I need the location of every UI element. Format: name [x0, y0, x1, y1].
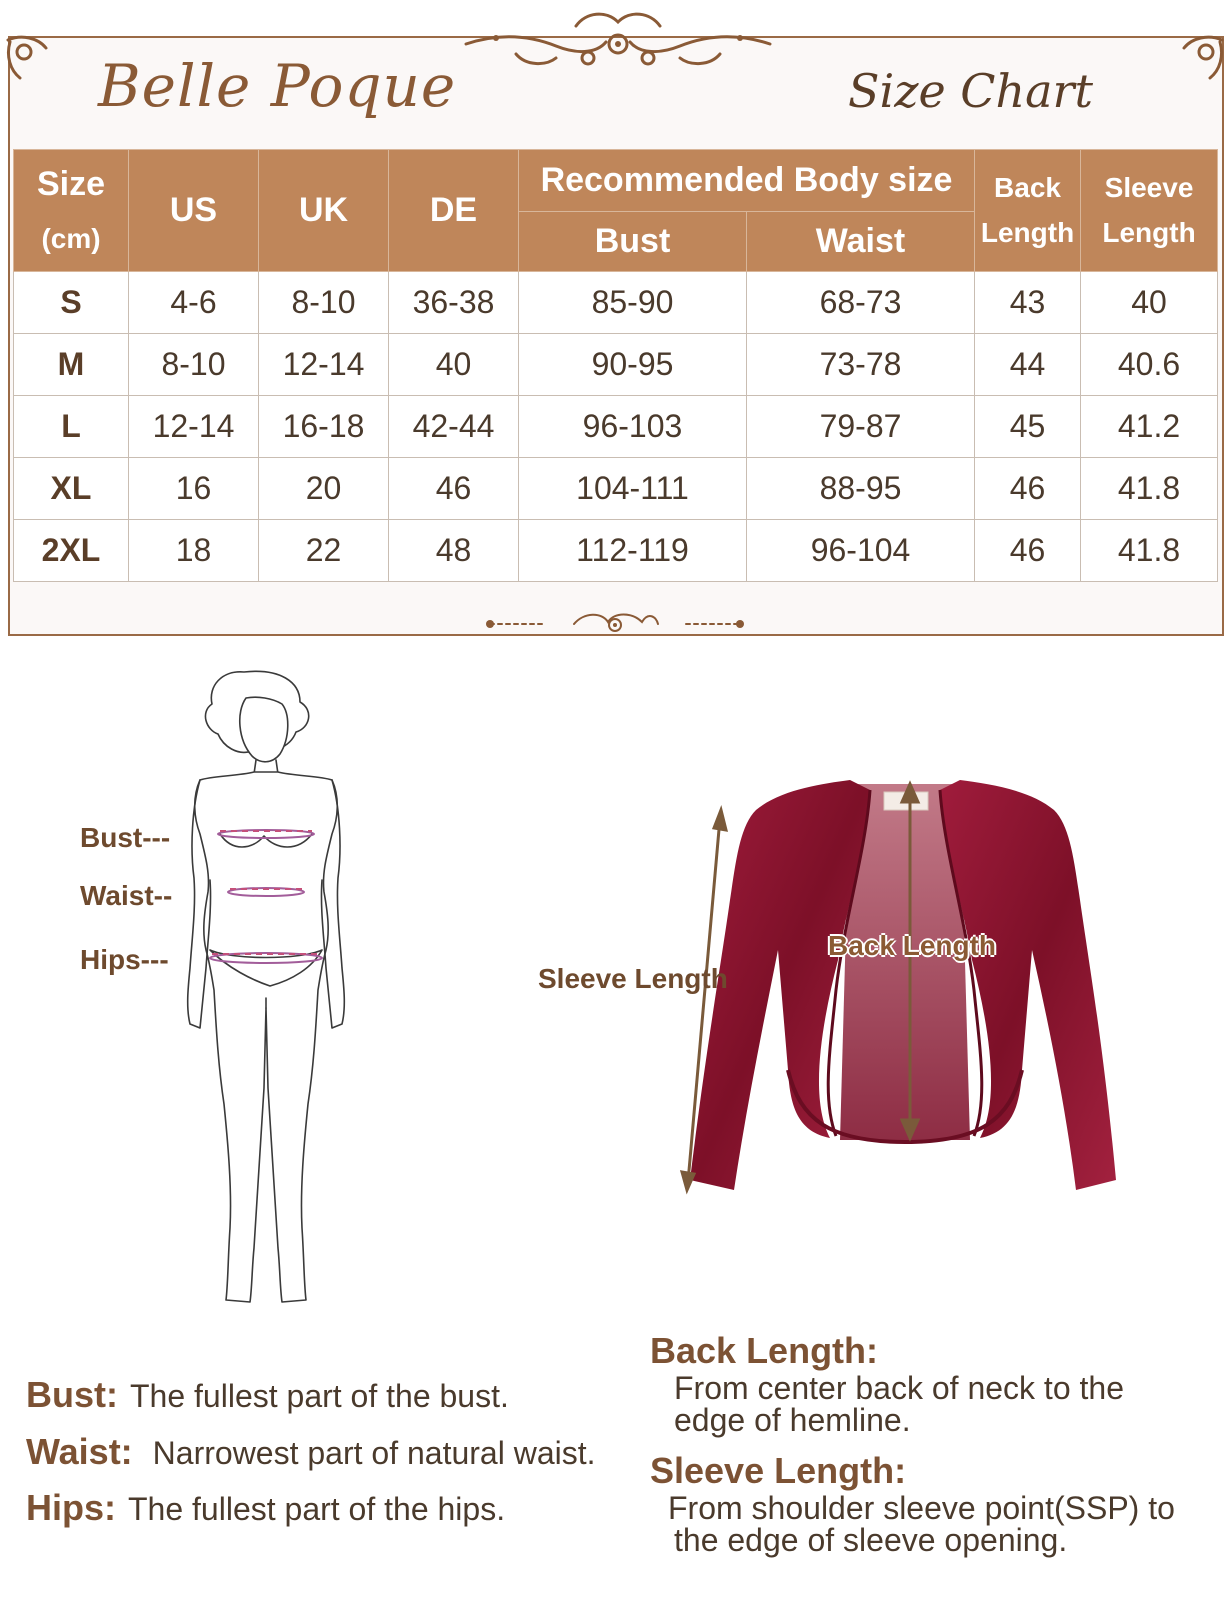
header-size: [14, 150, 129, 272]
cell-us: 4-6: [129, 272, 259, 334]
table-row: [14, 334, 1218, 396]
cell-us: 12-14: [129, 396, 259, 458]
cell-back-length: 46: [975, 458, 1081, 520]
cell-us: 16: [129, 458, 259, 520]
header-bust: Bust: [519, 212, 747, 272]
header-sleeve-length-line1: Sleeve: [1104, 171, 1194, 203]
header-back-length: [975, 150, 1081, 272]
cell-back-length: 43: [975, 272, 1081, 334]
table-row: [14, 520, 1218, 582]
brand-logo-text: Belle Poque: [98, 52, 457, 120]
cell-waist: 88-95: [747, 458, 975, 520]
back-length-definition: [650, 1330, 1210, 1436]
header-back-length-line2: Length: [980, 216, 1075, 248]
cell-size: S: [14, 272, 129, 334]
cell-size: L: [14, 396, 129, 458]
cell-waist: 96-104: [747, 520, 975, 582]
cell-waist: 73-78: [747, 334, 975, 396]
bust-definition: [26, 1374, 509, 1416]
sleeve-length-definition: [650, 1450, 1210, 1556]
cell-bust: 104-111: [519, 458, 747, 520]
header-sleeve-length: [1081, 150, 1218, 272]
back-length-text-line2: edge of hemline.: [674, 1402, 911, 1438]
velvet-bolero-jacket-image: [670, 770, 1140, 1210]
hips-figure-label: Hips---: [80, 944, 169, 975]
cell-uk: 22: [259, 520, 389, 582]
back-length-figure-label: Back Length: [828, 930, 997, 961]
cell-bust: 96-103: [519, 396, 747, 458]
table-row: [14, 272, 1218, 334]
cell-waist: 68-73: [747, 272, 975, 334]
back-length-term: Back Length:: [650, 1330, 879, 1371]
header-size-label: Size: [36, 164, 106, 203]
cell-back-length: 46: [975, 520, 1081, 582]
bust-figure-label: Bust---: [80, 822, 171, 853]
cell-de: 42-44: [389, 396, 519, 458]
header-recommended-body-size: Recommended Body size: [519, 150, 975, 212]
header-waist: Waist: [747, 212, 975, 272]
header-uk: UK: [259, 150, 389, 272]
cell-de: 46: [389, 458, 519, 520]
cell-de: 36-38: [389, 272, 519, 334]
cell-back-length: 45: [975, 396, 1081, 458]
cell-size: M: [14, 334, 129, 396]
cell-sleeve-length: 41.8: [1081, 520, 1218, 582]
cell-size: XL: [14, 458, 129, 520]
table-row: [14, 396, 1218, 458]
body-measurement-figure: [172, 668, 362, 1318]
cell-de: 40: [389, 334, 519, 396]
header-size-unit: (cm): [41, 222, 101, 254]
sleeve-length-term: Sleeve Length:: [650, 1450, 907, 1491]
bust-term: Bust:: [26, 1374, 118, 1415]
sleeve-length-figure-label: Sleeve Length: [538, 963, 728, 994]
corner-flourish-right: [1172, 30, 1228, 86]
size-table: [13, 149, 1218, 582]
table-row: [14, 458, 1218, 520]
cell-sleeve-length: 41.8: [1081, 458, 1218, 520]
hips-term: Hips:: [26, 1487, 116, 1528]
cell-uk: 8-10: [259, 272, 389, 334]
cell-bust: 90-95: [519, 334, 747, 396]
waist-definition: [26, 1431, 596, 1473]
waist-text: Narrowest part of natural waist.: [152, 1435, 596, 1471]
cell-uk: 12-14: [259, 334, 389, 396]
cell-sleeve-length: 41.2: [1081, 396, 1218, 458]
page-title: Size Chart: [848, 64, 1094, 118]
cell-bust: 85-90: [519, 272, 747, 334]
corner-flourish-left: [2, 30, 58, 86]
cell-sleeve-length: 40: [1081, 272, 1218, 334]
sleeve-length-text-line1: From shoulder sleeve point(SSP) to: [668, 1490, 1175, 1526]
cell-us: 8-10: [129, 334, 259, 396]
cell-us: 18: [129, 520, 259, 582]
back-length-text-line1: From center back of neck to the: [674, 1370, 1124, 1406]
top-flourish-ornament: [456, 4, 780, 76]
cell-bust: 112-119: [519, 520, 747, 582]
hips-text: The fullest part of the hips.: [128, 1491, 506, 1527]
header-de: DE: [389, 150, 519, 272]
bust-text: The fullest part of the bust.: [130, 1378, 509, 1414]
cell-back-length: 44: [975, 334, 1081, 396]
cell-sleeve-length: 40.6: [1081, 334, 1218, 396]
cell-uk: 16-18: [259, 396, 389, 458]
header-back-length-line1: Back: [994, 171, 1061, 203]
cell-waist: 79-87: [747, 396, 975, 458]
header-us: US: [129, 150, 259, 272]
sleeve-length-text-line2: the edge of sleeve opening.: [674, 1522, 1068, 1558]
hips-definition: [26, 1487, 505, 1529]
waist-figure-label: Waist--: [80, 880, 173, 911]
cell-de: 48: [389, 520, 519, 582]
bottom-flourish-ornament: [484, 608, 746, 638]
cell-uk: 20: [259, 458, 389, 520]
cell-size: 2XL: [14, 520, 129, 582]
header-sleeve-length-line2: Length: [1102, 216, 1196, 248]
waist-term: Waist:: [26, 1431, 133, 1472]
